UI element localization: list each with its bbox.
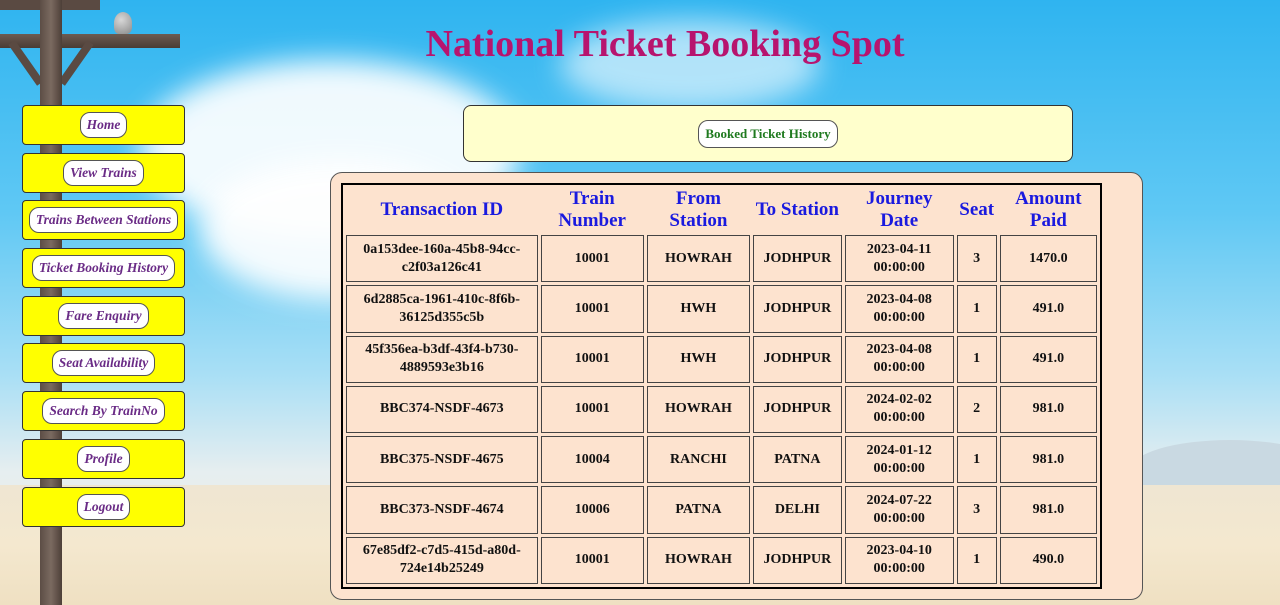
header-seat: Seat [959, 199, 995, 220]
sidebar-item-view-trains[interactable] [22, 153, 185, 193]
cell-amount-paid: 490.0 [1000, 537, 1097, 584]
cell-to-station: JODHPUR [753, 386, 842, 433]
cell-train-number: 10001 [541, 386, 644, 433]
table-row [346, 386, 1097, 433]
cell-journey-date: 2023-04-08 00:00:00 [845, 285, 954, 332]
cell-to-station: JODHPUR [753, 537, 842, 584]
cell-from-station: HOWRAH [647, 235, 750, 282]
header-from-station: From Station [669, 188, 728, 231]
nav-ticket-booking-history-button[interactable]: Ticket Booking History [32, 255, 175, 281]
cell-train-number: 10004 [541, 436, 644, 483]
sidebar-item-home[interactable] [22, 105, 185, 145]
sidebar-item-seat-availability[interactable] [22, 343, 185, 383]
sidebar-item-fare-enquiry[interactable] [22, 296, 185, 336]
cell-to-station: JODHPUR [753, 336, 842, 383]
cell-from-station: HOWRAH [647, 386, 750, 433]
booked-ticket-history-button[interactable]: Booked Ticket History [698, 120, 837, 148]
cell-train-number: 10001 [541, 336, 644, 383]
nav-seat-availability-button[interactable]: Seat Availability [52, 350, 156, 376]
cell-train-number: 10001 [541, 235, 644, 282]
cell-transaction-id: BBC375-NSDF-4675 [346, 436, 538, 483]
cell-to-station: PATNA [753, 436, 842, 483]
cell-amount-paid: 981.0 [1000, 386, 1097, 433]
cell-from-station: RANCHI [647, 436, 750, 483]
cell-amount-paid: 981.0 [1000, 436, 1097, 483]
header-amount-paid: Amount Paid [1015, 188, 1082, 231]
nav-fare-enquiry-button[interactable]: Fare Enquiry [58, 303, 148, 329]
table-row [346, 486, 1097, 533]
sidebar-item-search-by-trainno[interactable] [22, 391, 185, 431]
table-row [346, 235, 1097, 282]
table-row [346, 285, 1097, 332]
cell-from-station: HWH [647, 336, 750, 383]
cell-to-station: JODHPUR [753, 285, 842, 332]
cell-transaction-id: BBC373-NSDF-4674 [346, 486, 538, 533]
table-row [346, 336, 1097, 383]
nav-trains-between-stations-button[interactable]: Trains Between Stations [29, 207, 178, 233]
ticket-history-table [341, 183, 1102, 589]
ticket-table-panel [330, 172, 1143, 600]
sidebar-item-profile[interactable] [22, 439, 185, 479]
page-title: National Ticket Booking Spot [425, 23, 905, 65]
cell-journey-date: 2024-02-02 00:00:00 [845, 386, 954, 433]
nav-logout-button[interactable]: Logout [77, 494, 131, 520]
cell-train-number: 10001 [541, 285, 644, 332]
sidebar-item-ticket-booking-history[interactable] [22, 248, 185, 288]
cell-journey-date: 2023-04-11 00:00:00 [845, 235, 954, 282]
cell-from-station: HWH [647, 285, 750, 332]
cell-transaction-id: 0a153dee-160a-45b8-94cc-c2f03a126c41 [346, 235, 538, 282]
cell-transaction-id: 6d2885ca-1961-410c-8f6b-36125d355c5b [346, 285, 538, 332]
cell-journey-date: 2023-04-08 00:00:00 [845, 336, 954, 383]
cell-train-number: 10001 [541, 537, 644, 584]
cell-seat: 2 [957, 386, 997, 433]
cell-amount-paid: 1470.0 [1000, 235, 1097, 282]
cell-transaction-id: 45f356ea-b3df-43f4-b730-4889593e3b16 [346, 336, 538, 383]
table-row [346, 436, 1097, 483]
sidebar-item-trains-between-stations[interactable] [22, 200, 185, 240]
nav-search-by-trainno-button[interactable]: Search By TrainNo [42, 398, 164, 424]
cell-seat: 3 [957, 486, 997, 533]
nav-profile-button[interactable]: Profile [77, 446, 129, 472]
cell-seat: 3 [957, 235, 997, 282]
header-train-number: Train Number [558, 188, 626, 231]
history-header-panel [463, 105, 1073, 162]
cell-seat: 1 [957, 537, 997, 584]
header-journey-date: Journey Date [865, 188, 933, 231]
cell-transaction-id: 67e85df2-c7d5-415d-a80d-724e14b25249 [346, 537, 538, 584]
cell-train-number: 10006 [541, 486, 644, 533]
cell-amount-paid: 981.0 [1000, 486, 1097, 533]
sidebar-item-logout[interactable] [22, 487, 185, 527]
cell-to-station: JODHPUR [753, 235, 842, 282]
cell-seat: 1 [957, 285, 997, 332]
cell-from-station: PATNA [647, 486, 750, 533]
cell-journey-date: 2024-07-22 00:00:00 [845, 486, 954, 533]
table-header-row [346, 188, 1097, 232]
cell-transaction-id: BBC374-NSDF-4673 [346, 386, 538, 433]
cell-journey-date: 2023-04-10 00:00:00 [845, 537, 954, 584]
cell-to-station: DELHI [753, 486, 842, 533]
cell-seat: 1 [957, 336, 997, 383]
nav-home-button[interactable]: Home [80, 112, 128, 138]
cell-seat: 1 [957, 436, 997, 483]
header-to-station: To Station [755, 199, 839, 220]
cell-journey-date: 2024-01-12 00:00:00 [845, 436, 954, 483]
header-transaction-id: Transaction ID [380, 199, 504, 220]
nav-view-trains-button[interactable]: View Trains [63, 160, 144, 186]
cell-amount-paid: 491.0 [1000, 285, 1097, 332]
cell-amount-paid: 491.0 [1000, 336, 1097, 383]
insulator-icon [114, 12, 132, 34]
cell-from-station: HOWRAH [647, 537, 750, 584]
sidebar-nav [22, 105, 185, 534]
table-row [346, 537, 1097, 584]
